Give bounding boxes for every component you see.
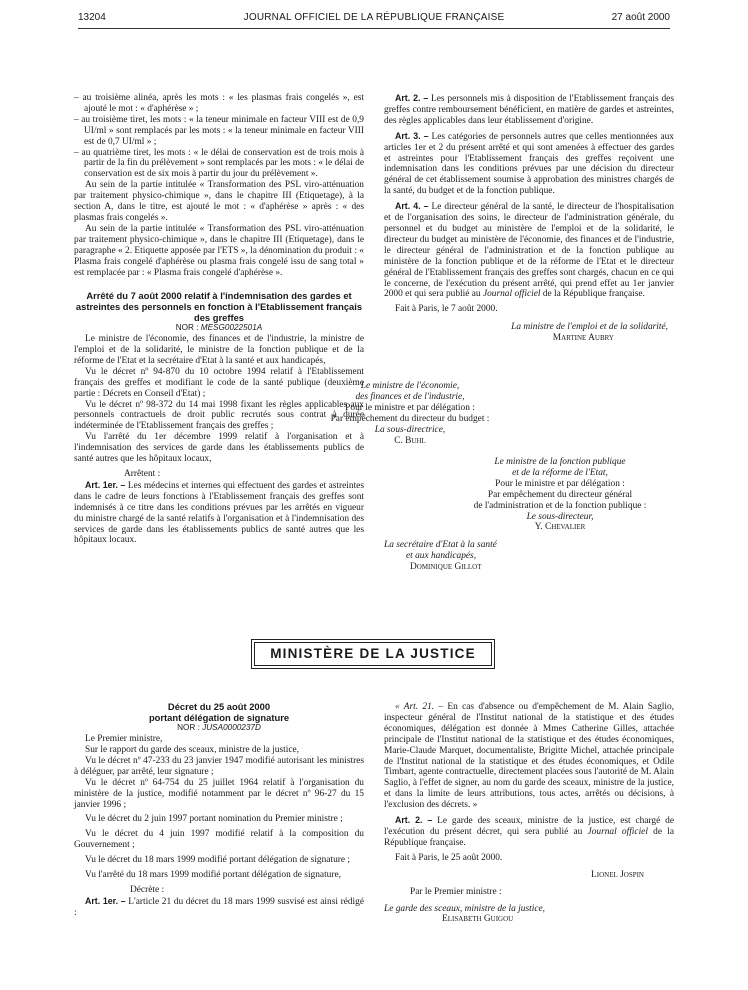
right-column-top [384, 93, 674, 344]
amendment-paragraph: Au sein de la partie intitulée « Transformation des PSL viro-atténuation par traitement physico-chimique », dans le chapitre III (Etiquetage), à la section A, dans le titre, est ajouté le mot : « d'aphérèse » après : « des plasmas frais congelés ». [74, 180, 364, 223]
signatory-title: Le ministre de l'économie, [360, 381, 460, 391]
delegation-line: Par empêchement du directeur général [487, 489, 633, 500]
preamble-paragraph: Vu le décret du 18 mars 1999 modifié portant délégation de signature ; [85, 855, 350, 866]
article-text: Le garde des sceaux, ministre de la justice, est chargé de l'exécution du présent décret, qui sera publié au [384, 816, 674, 837]
signatory-name: Martine Aubry [552, 333, 614, 344]
right-column-bottom [384, 702, 674, 925]
preamble-paragraph: Le Premier ministre, [85, 734, 163, 745]
signature-block-2 [300, 381, 520, 446]
nor-code: MESG0022501A [200, 323, 263, 333]
preamble-paragraph: Vu l'arrêté du 1er décembre 1999 relatif à l'organisation et à l'indemnisation des services de garde dans les établissements publics de santé autres que les hôpitaux locaux, [74, 432, 364, 465]
signatory-name: Lionel Jospin [591, 869, 644, 880]
article-label: Art. 2. – [395, 815, 433, 826]
decret-subtitle: portant délégation de signature [148, 711, 290, 723]
article-label: « Art. 21. – [395, 702, 444, 712]
amendment-item: – au quatrième tiret, les mots : « le délai de conservation est de trois mois à partir de la fin du prélèvement » sont remplacés par les mots : « le délai de conservation est de six mois à partir du jour du prélèvement ». [74, 147, 364, 180]
preamble-paragraph: Vu le décret nº 47-233 du 23 janvier 1947 modifié autorisant les ministres à déléguer, par arrêté, leur signature ; [74, 755, 364, 777]
article-1 [74, 896, 364, 919]
article-label: Art. 3. – [395, 130, 429, 141]
article-3 [384, 131, 674, 197]
page-number: 13204 [78, 12, 106, 23]
article-label: Art. 4. – [395, 201, 429, 212]
delegation-line: Le sous-directeur, [526, 511, 594, 522]
amendment-paragraph: Au sein de la partie intitulée « Transformation des PSL viro-atténuation par traitement physico-chimique », dans le chapitre III (Etiquetage), dans le paragraphe « 2. Etiquette apposée par l'ETS », la dénomination du produit : « Plasma frais congelé d'aphérèse ou plasma frais congelé issu de sang total » est remplacée par : « Plasma frais congelé d'aphérèse ». [74, 223, 364, 278]
signatory-title: des finances et de l'industrie, [355, 391, 465, 402]
preamble-paragraph: Vu le décret nº 98-372 du 14 mai 1998 fixant les règles applicables aux personnels contractuels de droit public recrutés sous contrat à durée indéterminée de l'Etablissement français des greffes ; [74, 399, 364, 432]
signatory-name: Y. Chevalier [534, 522, 586, 533]
article-text: Les catégories de personnels autres que celles mentionnées aux articles 1er et 2 du présent arrêté et qui sont amenées à effectuer des gardes et astreintes pour l'Etablissement français des greffes reçoivent une indemnisation dans les conditions prévues par une décision du directeur général de cet établissement soumise à approbation des ministres chargés de la santé, du budget et de la fonction publique. [384, 131, 674, 197]
article-text-end: de la République française. [542, 289, 645, 300]
decrete: Décrète : [130, 884, 165, 895]
article-text: Le directeur général de la santé, le directeur de l'hospitalisation et de l'organisation des soins, le directeur de l'administration générale, du personnel et du budget au ministère de l'emploi et de la solidarité, le directeur du budget au ministère de l'économie, des finances et de l'industrie, le directeur général de l'administration et de la fonction publique au ministère de la fonction publique et de la réforme de l'Etat et le directeur général de l'Etablissement français des greffes sont chargés, chacun en ce qui le concerne, de l'exécution du présent arrêté, qui prend effet au 1er janvier 2000 et qui sera publié au [384, 202, 674, 300]
arrete-nor [74, 323, 364, 334]
delegation-line: Par empêchement du directeur du budget : [330, 413, 490, 424]
preamble-paragraph: Vu le décret du 4 juin 1997 modifié relatif à la composition du Gouvernement ; [74, 829, 364, 851]
signatory-title: La ministre de l'emploi et de la solidarité, [511, 322, 668, 333]
article-4 [384, 201, 674, 300]
article-text: En cas d'absence ou d'empêchement de M. Alain Saglio, inspecteur général de l'Institut national de la statistique et des études économiques, délégation est donnée à Mmes Catherine Gilles, attachée principale de l'Institut national de la statistique et des études économiques, Marie-Claude Marquet, documentaliste, Brigitte Michel, attachée principale de l'Institut national de la statistique et des études économiques, et Odile Timbart, agente contractuelle, directement placées sous l'autorité de M. Alain Saglio, à l'effet de signer, au nom du garde des sceaux, ministre de la justice, et dans la limite de leurs attributions, tous actes, arrêtés ou décisions, à l'exclusion des décrets. » [384, 702, 674, 811]
issue-date: 27 août 2000 [611, 12, 670, 23]
signatory-title: La secrétaire d'Etat à la santé [384, 540, 497, 550]
signatory-title: Le ministre de la fonction publique [494, 457, 626, 467]
decret-title: Décret du 25 août 2000 [167, 701, 271, 712]
preamble-paragraph: Sur le rapport du garde des sceaux, ministre de la justice, [85, 745, 299, 755]
nor-label: NOR : [175, 323, 199, 333]
fait-a-paris: Fait à Paris, le 7 août 2000. [395, 304, 498, 315]
journal-ref: Journal officiel [587, 826, 648, 837]
preamble-paragraph: Vu le décret nº 64-754 du 25 juillet 1964 relatif à l'organisation du ministère de la justice, modifié notamment par le décret nº 96-27 du 15 janvier 1996 ; [74, 777, 364, 810]
signature-block-1 [384, 322, 674, 344]
fait-a-paris: Fait à Paris, le 25 août 2000. [395, 852, 503, 863]
nor-label: NOR : [177, 723, 200, 733]
signatory-title: et de la réforme de l'Etat, [512, 467, 608, 478]
article-label: Art. 1er. – [85, 895, 126, 906]
arretent: Arrêtent : [124, 468, 161, 479]
signatory-name: C. Buhl [394, 435, 426, 446]
delegation-line: Pour le ministre et par délégation : [345, 402, 475, 413]
page-header [78, 12, 670, 29]
preamble-paragraph: Vu l'arrêté du 18 mars 1999 modifié portant délégation de signature, [85, 870, 341, 881]
left-column-top [74, 93, 364, 546]
arrete-title: Arrêté du 7 août 2000 relatif à l'indemnisation des gardes et astreintes des personnels en fonction à l'Etablissement français des greffes [75, 290, 363, 323]
signatory-name: Dominique Gillot [410, 561, 482, 572]
delegation-line: La sous-directrice, [374, 424, 446, 435]
preamble-paragraph: Vu le décret du 2 juin 1997 portant nomination du Premier ministre ; [85, 814, 343, 825]
signatory-name: Elisabeth Guigou [442, 914, 514, 925]
decret-nor [74, 723, 364, 734]
amendment-item: – au troisième alinéa, après les mots : « les plasmas frais congelés », est ajouté le mot : « d'aphérèse » ; [74, 93, 364, 114]
signature-block-4 [384, 540, 564, 573]
signature-block-3 [440, 457, 680, 533]
article-label: Art. 2. – [395, 93, 429, 103]
preamble-paragraph: Vu le décret nº 94-870 du 10 octobre 1994 relatif à l'Etablissement français des greffes et modifiant le code de la santé publique (deuxième partie : Décrets en Conseil d'Etat) ; [74, 366, 364, 399]
article-21 [384, 702, 674, 811]
article-2 [384, 815, 674, 849]
delegation-line: Pour le ministre et par délégation : [495, 478, 625, 489]
article-2 [384, 93, 674, 127]
journal-title: JOURNAL OFFICIEL DE LA RÉPUBLIQUE FRANÇAISE [243, 12, 505, 23]
article-text-end: de la République française. [384, 826, 675, 848]
ministry-banner: MINISTÈRE DE LA JUSTICE [254, 642, 492, 666]
signatory-title: et aux handicapés, [406, 550, 477, 561]
article-label: Art. 1er. – [85, 479, 126, 490]
left-column-bottom [74, 702, 364, 919]
delegation-line: de l'administration et de la fonction publique : [473, 500, 647, 511]
article-text: L'article 21 du décret du 18 mars 1999 susvisé est ainsi rédigé : [74, 896, 364, 918]
par-premier-ministre: Par le Premier ministre : [410, 886, 502, 897]
preamble-paragraph: Le ministre de l'économie, des finances et de l'industrie, la ministre de l'emploi et de la solidarité, le ministre de la fonction publique et de la réforme de l'Etat et la secrétaire d'Etat à la santé et aux handicapés, [74, 334, 364, 366]
article-text: Les personnels mis à disposition de l'Etablissement français des greffes contre remboursement bénéficient, en matière de gardes et astreintes, des règles applicables dans leur établissement d'origine. [384, 94, 674, 126]
nor-code: JUSA0000237D [202, 723, 261, 733]
journal-ref: Journal officiel [482, 289, 541, 300]
article-text: Les médecins et internes qui effectuent des gardes et astreintes dans le cadre de leurs fonctions à l'Etablissement français des greffes sont indemnisés à ce titre dans les conditions prévues par les arrêtés en vigueur du ministre chargé de la santé relatifs à l'organisation et à l'indemnisation des services de garde dans les établissements publics de santé autres que les hôpitaux locaux. [74, 480, 364, 546]
article-1 [74, 480, 364, 546]
amendment-item: – au troisième tiret, les mots : « la teneur minimale en facteur VIII est de 0,9 UI/ml » sont remplacés par les mots : « la teneur minimale en facteur VIII est de 0,7 UI/ml » ; [74, 114, 364, 147]
signatory-title: Le garde des sceaux, ministre de la justice, [384, 903, 545, 914]
